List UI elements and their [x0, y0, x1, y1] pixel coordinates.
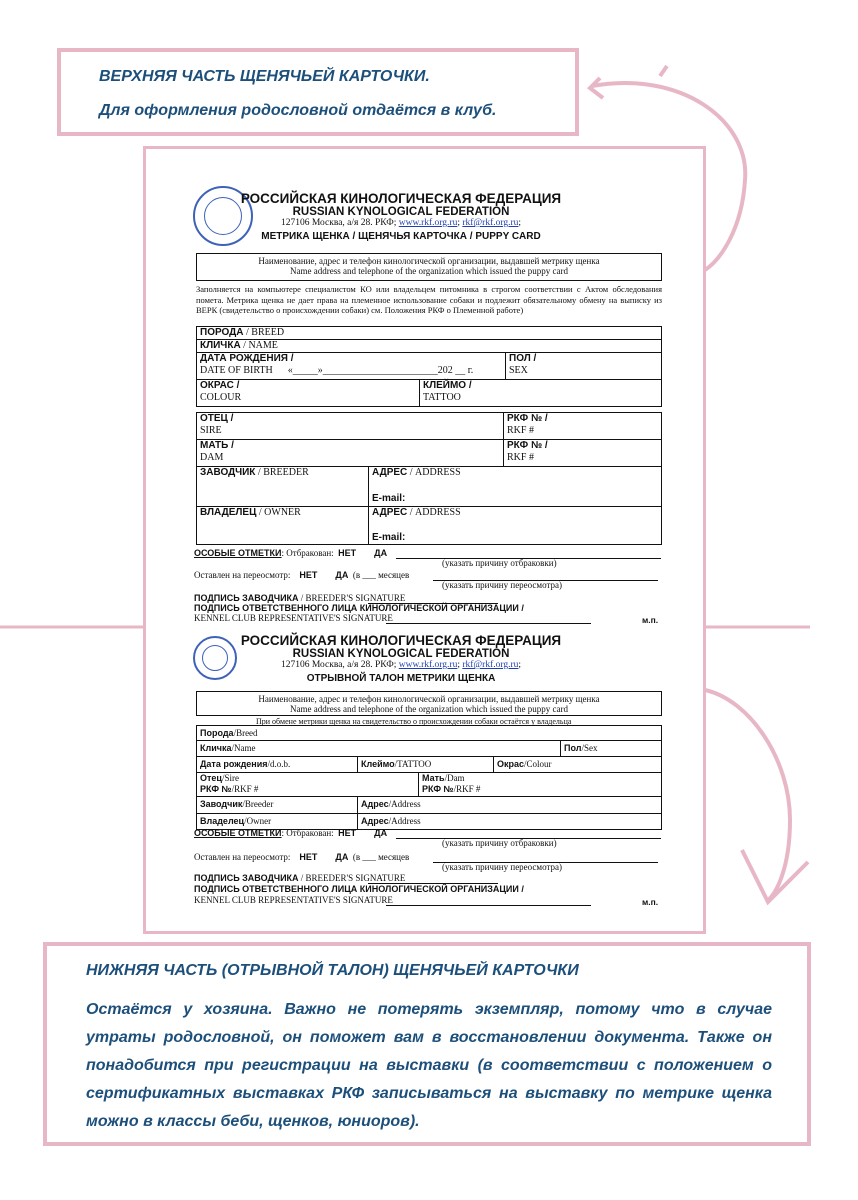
org-address: 127106 Москва, а/я 28. РКФ; www.rkf.org.ru; rkf@rkf.org.ru; — [280, 218, 522, 228]
bottom-arrow-head — [742, 850, 808, 902]
stub-owner-field[interactable]: Владелец/Owner — [200, 816, 272, 826]
stub-kennel-signature-en[interactable]: KENNEL CLUB REPRESENTATIVE'S SIGNATURE — [194, 895, 393, 905]
reinspect-hint: (указать причину переосмотра) — [442, 580, 563, 590]
owner-field[interactable]: ВЛАДЕЛЕЦ / OWNER — [200, 507, 301, 518]
stub-reinspect-hint: (указать причину переосмотра) — [442, 862, 563, 872]
sire-field[interactable]: ОТЕЦ / SIRE — [200, 413, 234, 436]
special-marks-row: ОСОБЫЕ ОТМЕТКИ: Отбракован: НЕТ ДА — [194, 548, 388, 558]
top-arrow-head — [590, 78, 603, 98]
breeder-email-label: E-mail: — [372, 493, 406, 504]
stub-title: ОТРЫВНОЙ ТАЛОН МЕТРИКИ ЩЕНКА — [306, 673, 496, 684]
stub-org-name-en: RUSSIAN KYNOLOGICAL FEDERATION — [292, 648, 510, 660]
stub-header — [186, 633, 616, 684]
breed-field[interactable]: ПОРОДА / BREED — [200, 327, 285, 338]
stub-colour-field[interactable]: Окрас/Colour — [497, 759, 552, 769]
sex-field[interactable]: ПОЛ / SEX — [509, 353, 537, 376]
stub-breeder-field[interactable]: Заводчик/Breeder — [200, 799, 274, 809]
puppy-card-sheet — [143, 146, 706, 934]
kennel-signature: ПОДПИСЬ ОТВЕТСТВЕННОГО ЛИЦА КИНОЛОГИЧЕСКОЙ ОРГАНИЗАЦИИ / — [194, 603, 524, 613]
stub-org-box[interactable]: Наименование, адрес и телефон кинологической организации, выдавшей метрику щенка Name address and telephone of the organization which issued the puppy card — [196, 691, 662, 716]
stub-reject-hint: (указать причину отбраковки) — [442, 838, 557, 848]
org-box[interactable] — [196, 253, 662, 281]
stub-sex-field[interactable]: Пол/Sex — [564, 743, 598, 753]
stub-exchange-note: При обмене метрики щенка на свидетельство о происхождении собаки остаётся у владельца — [256, 717, 572, 726]
stamp-label: м.п. — [642, 615, 659, 625]
owner-email-label: E-mail: — [372, 532, 406, 543]
email-link[interactable]: rkf@rkf.org.ru — [462, 218, 519, 228]
name-field[interactable]: КЛИЧКА / NAME — [200, 340, 278, 351]
stub-breed-field[interactable]: Порода/Breed — [200, 728, 258, 738]
stub-owner-address[interactable]: Адрес/Address — [361, 816, 421, 826]
tattoo-field[interactable]: КЛЕЙМО / TATTOO — [423, 380, 472, 403]
colour-field[interactable]: ОКРАС / COLOUR — [200, 380, 242, 403]
card-title: МЕТРИКА ЩЕНКА / ЩЕНЯЧЬЯ КАРТОЧКА / PUPPY CARD — [261, 231, 541, 242]
dam-rkf-field[interactable]: РКФ № / RKF # — [507, 440, 548, 463]
stub-special-marks-row: ОСОБЫЕ ОТМЕТКИ: Отбракован: НЕТ ДА — [194, 828, 388, 838]
address-text: 127106 Москва, а/я 28. РКФ; — [280, 218, 397, 228]
stub-breeder-signature[interactable]: ПОДПИСЬ ЗАВОДЧИКА / BREEDER'S SIGNATURE — [194, 873, 406, 883]
sire-rkf-field[interactable]: РКФ № / RKF # — [507, 413, 548, 436]
top-header — [186, 191, 616, 242]
top-note-heading: ВЕРХНЯЯ ЧАСТЬ ЩЕНЯЧЬЕЙ КАРТОЧКИ. — [99, 68, 430, 85]
org-box-en: Name address and telephone of the organization which issued the puppy card — [290, 266, 568, 276]
stub-kennel-signature: ПОДПИСЬ ОТВЕТСТВЕННОГО ЛИЦА КИНОЛОГИЧЕСКОЙ ОРГАНИЗАЦИИ / — [194, 884, 524, 894]
reject-hint: (указать причину отбраковки) — [442, 558, 557, 568]
breeder-field[interactable]: ЗАВОДЧИК / BREEDER — [200, 467, 309, 478]
reinspect-row: Оставлен на переосмотр: НЕТ ДА (в ___ месяцев — [194, 570, 410, 580]
top-arrow-tail — [660, 66, 667, 76]
owner-address-field[interactable]: АДРЕС / ADDRESS — [372, 507, 461, 518]
stub-dob-field[interactable]: Дата рождения/d.o.b. — [200, 759, 291, 769]
bottom-note-box — [43, 942, 811, 1146]
kennel-signature-en[interactable]: KENNEL CLUB REPRESENTATIVE'S SIGNATURE — [194, 613, 393, 623]
breeder-signature[interactable]: ПОДПИСЬ ЗАВОДЧИКА / BREEDER'S SIGNATURE — [194, 593, 406, 603]
stub-stamp-label: м.п. — [642, 897, 659, 907]
stub-reinspect-row: Оставлен на переосмотр: НЕТ ДА (в ___ месяцев — [194, 852, 410, 862]
stub-dam-field[interactable]: Мать/Dam РКФ №/RKF # — [422, 773, 481, 794]
site-link[interactable]: www.rkf.org.ru — [398, 218, 458, 228]
org-name-ru: РОССИЙСКАЯ КИНОЛОГИЧЕСКАЯ ФЕДЕРАЦИЯ — [240, 191, 562, 206]
bottom-curve-arrow — [705, 690, 790, 900]
dob-field[interactable]: ДАТА РОЖДЕНИЯ / DATE OF BIRTH «_____»_______________________202 __ г. — [200, 353, 474, 376]
stub-org-address: 127106 Москва, а/я 28. РКФ; www.rkf.org.ru; rkf@rkf.org.ru; — [280, 660, 522, 670]
stub-site-link[interactable]: www.rkf.org.ru — [398, 660, 458, 670]
stub-breeder-address[interactable]: Адрес/Address — [361, 799, 421, 809]
org-name-en: RUSSIAN KYNOLOGICAL FEDERATION — [292, 206, 510, 218]
stub-name-field[interactable]: Кличка/Name — [200, 743, 256, 753]
org-box-ru: Наименование, адрес и телефон кинологической организации, выдавшей метрику щенка — [258, 256, 600, 266]
stub-sire-field[interactable]: Отец/Sire РКФ №/RKF # — [200, 773, 259, 794]
top-note-text: Для оформления родословной отдаётся в клуб. — [99, 102, 497, 119]
card-notice: Заполняется на компьютере специалистом КО или владельцем питомника в строгом соответствии с Актом обследования помета. Метрика щенка не дает права на племенное использование собаки и подлежит обязательному обмену на выписку из ВЕРК (свидетельство о происхождении собаки) см. Положения РКФ о Племенной работе) — [196, 284, 662, 315]
breeder-address-field[interactable]: АДРЕС / ADDRESS — [372, 467, 461, 478]
bottom-note-text: Остаётся у хозяина. Важно не потерять экземпляр, потому что в случае утраты родословной, он поможет вам в восстановлении документа. Также он понадобится при регистрации на выставки (в соответствии с положением о сертификатных выставках РКФ записываться на выставку по метрике щенка можно в классы беби, щенков, юниоров). — [86, 1001, 772, 1130]
stub-tattoo-field[interactable]: Клеймо/TATTOO — [361, 759, 432, 769]
stub-org-name-ru: РОССИЙСКАЯ КИНОЛОГИЧЕСКАЯ ФЕДЕРАЦИЯ — [240, 633, 562, 648]
bottom-note-heading: НИЖНЯЯ ЧАСТЬ (ОТРЫВНОЙ ТАЛОН) ЩЕНЯЧЬЕЙ КАРТОЧКИ — [86, 962, 579, 979]
stub-email-link[interactable]: rkf@rkf.org.ru — [462, 660, 519, 670]
top-note-box — [57, 48, 579, 136]
dam-field[interactable]: МАТЬ / DAM — [200, 440, 234, 463]
